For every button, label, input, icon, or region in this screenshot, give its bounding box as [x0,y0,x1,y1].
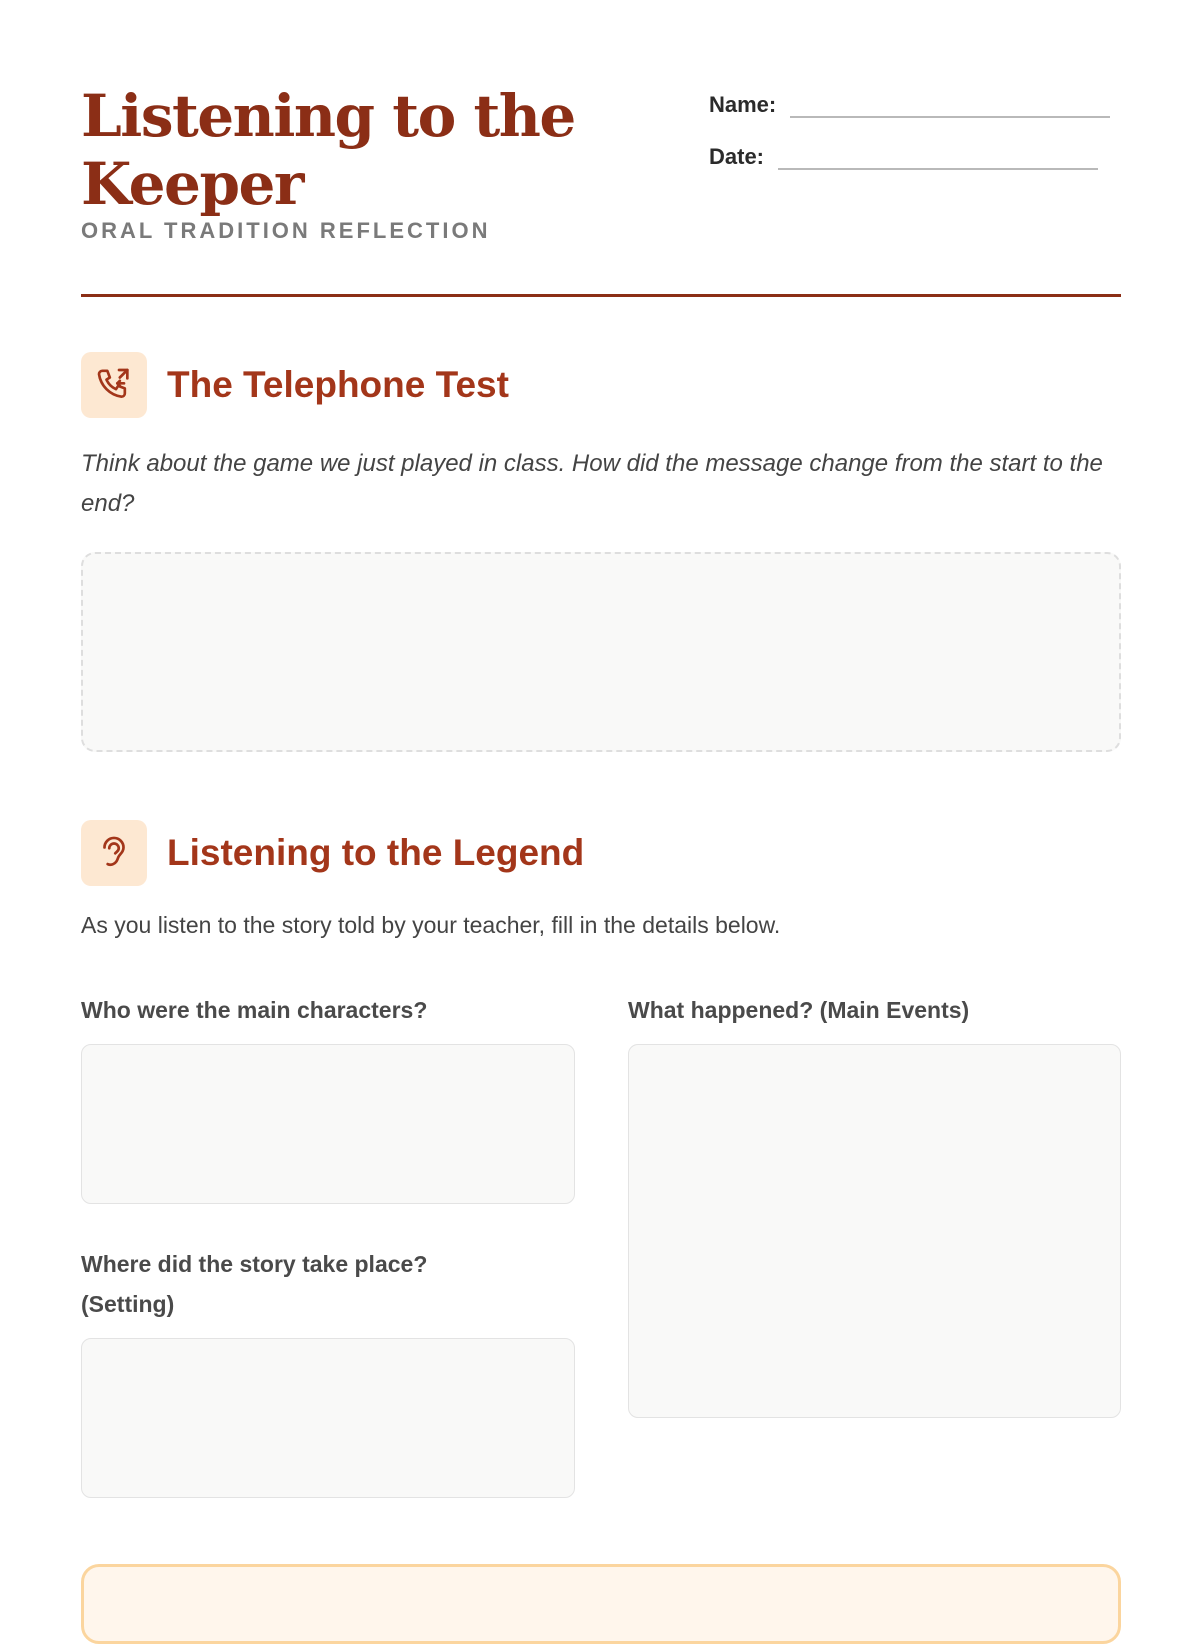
telephone-test-prompt: Think about the game we just played in class. How did the message change from the start to the end? [81,450,1103,517]
section-title-telephone-test: The Telephone Test [167,364,509,405]
date-label: Date: [709,144,765,169]
name-field-row [709,86,1110,118]
events-answer-box[interactable] [628,1044,1121,1418]
ear-icon [81,820,147,886]
date-input-line[interactable] [778,138,1098,170]
name-input-line[interactable] [790,86,1110,118]
page-subtitle: ORAL TRADITION REFLECTION [81,218,491,243]
name-label: Name: [709,92,777,117]
events-label: What happened? (Main Events) [628,997,970,1023]
characters-label: Who were the main characters? [81,997,428,1023]
date-field-row [709,138,1098,170]
telephone-test-answer-box[interactable] [81,552,1121,752]
characters-answer-box[interactable] [81,1044,575,1204]
setting-answer-box[interactable] [81,1338,575,1498]
legend-prompt: As you listen to the story told by your teacher, fill in the details below. [81,912,781,938]
page-title: Listening to the Keeper [81,82,575,218]
bottom-callout-card [81,1564,1121,1644]
setting-label: Where did the story take place? (Setting) [81,1251,428,1317]
phone-transfer-icon [81,352,147,418]
worksheet-page [81,0,1121,1600]
header-divider [81,294,1121,297]
section-title-listening-legend: Listening to the Legend [167,832,585,873]
